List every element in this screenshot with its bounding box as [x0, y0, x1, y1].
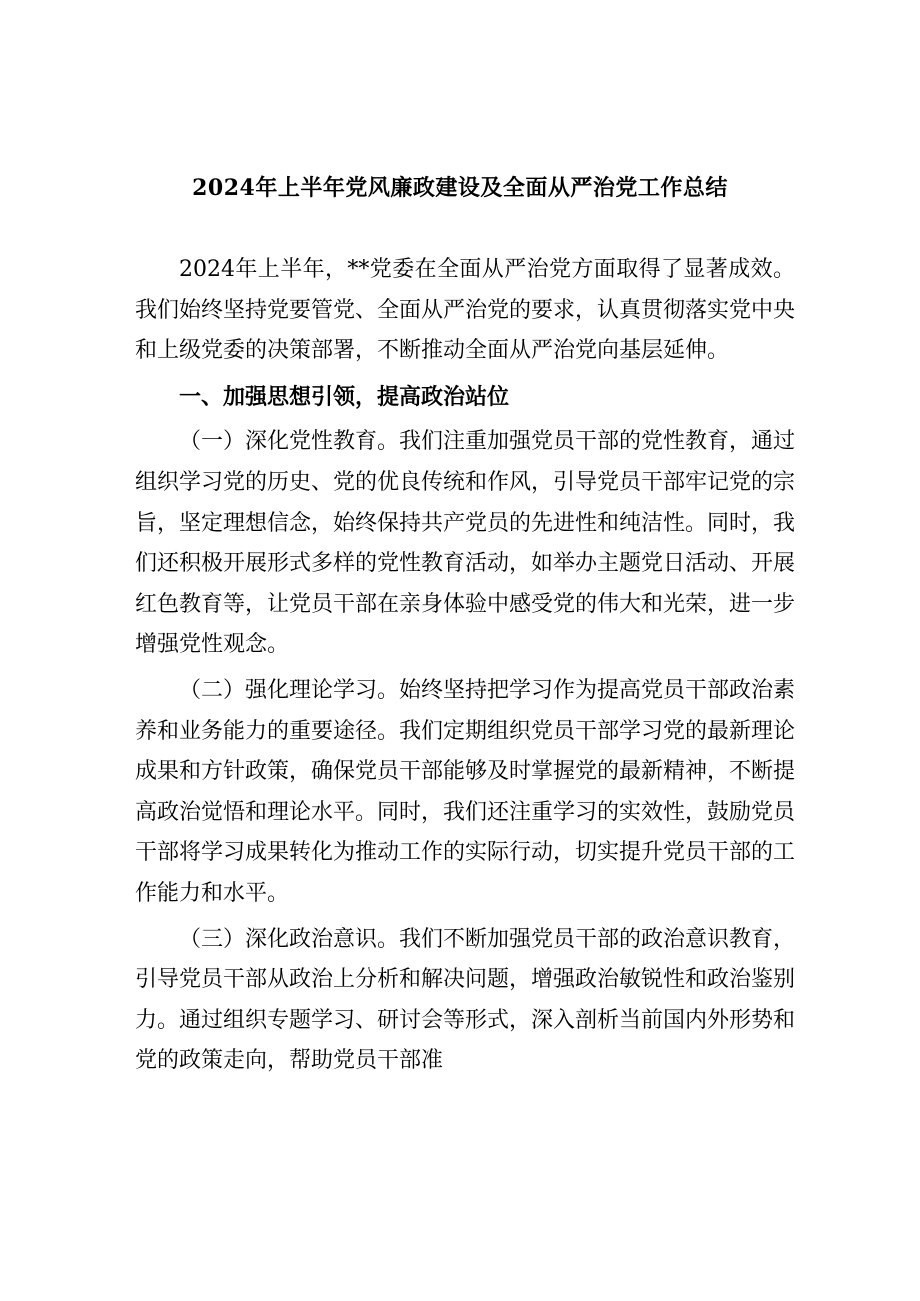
intro-paragraph: 2024年上半年，**党委在全面从严治党方面取得了显著成效。我们始终坚持党要管党、全面从严治党的要求，认真贯彻落实党中央和上级党委的决策部署，不断推动全面从严治党向基层延伸。	[135, 257, 796, 364]
paragraph-political-awareness: （三）深化政治意识。我们不断加强党员干部的政治意识教育，引导党员干部从政治上分析和解决问题，增强政治敏锐性和政治鉴别力。通过组织专题学习、研讨会等形式，深入剖析当前国内外形势和党的政策走向，帮助党员干部准	[135, 926, 796, 1074]
section-heading-1: 一、加强思想引领，提高政治站位	[179, 383, 510, 410]
paragraph-party-spirit-education: （一）深化党性教育。我们注重加强党员干部的党性教育，通过组织学习党的历史、党的优良传统和作风，引导党员干部牢记党的宗旨，坚定理想信念，始终保持共产党员的先进性和纯洁性。同时，我们还积极开展形式多样的党性教育活动，如举办主题党日活动、开展红色教育等，让党员干部在亲身体验中感受党的伟大和光荣，进一步增强党性观念。	[135, 429, 796, 658]
document-body	[135, 250, 795, 1082]
document-title: 2024年上半年党风廉政建设及全面从严治党工作总结	[192, 175, 728, 201]
paragraph-theory-study: （二）强化理论学习。始终坚持把学习作为提高党员干部政治素养和业务能力的重要途径。我们定期组织党员干部学习党的最新理论成果和方针政策，确保党员干部能够及时掌握党的最新精神，不断提高政治觉悟和理论水平。同时，我们还注重学习的实效性，鼓励党员干部将学习成果转化为推动工作的实际行动，切实提升党员干部的工作能力和水平。	[135, 677, 796, 906]
